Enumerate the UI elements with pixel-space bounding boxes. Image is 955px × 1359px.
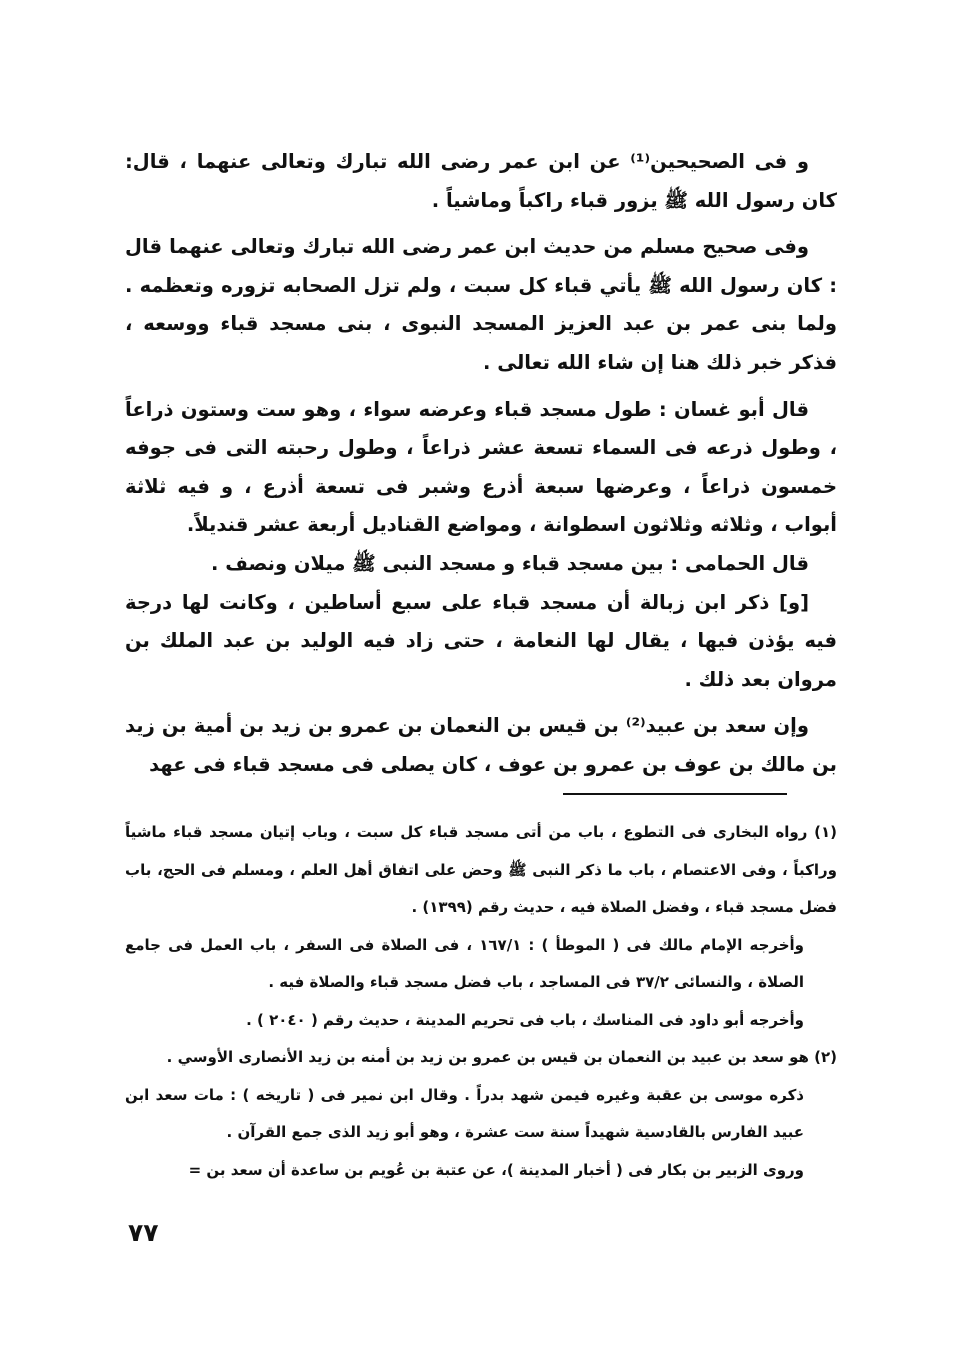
paragraph-5: [و] ذكر ابن زبالة أن مسجد قباء على سبع أساطين ، وكانت لها درجة فيه يؤذن فيها ، يقال لها النعامة ، حتى زاد فيه الوليد بن عبد الملك بن مروان بعد ذلك . [125, 590, 837, 691]
footnote-1: (١) رواه البخارى فى التطوع ، باب من أتى مسجد قباء كل سبت ، وباب إتيان مسجد قباء ماشياً وراكباً ، وفى الاعتصام ، باب ما ذكر النبى ﷺ وحض على اتفاق أهل العلم ، ومسلم فى الحج، باب فضل مسجد قباء ، وفضل الصلاة فيه ، حديث رقم (١٣٩٩) . [125, 823, 837, 916]
paragraph-3: قال أبو غسان : طول مسجد قباء وعرضه سواء ، وهو ست وستون ذراعاً ، وطول ذرعه فى السماء تسعة عشر ذراعاً ، وطول رحبته التى فى جوفه خمسون ذراعاً ، وعرضها سبعة أذرع وشبر فى تسعة أذرع ، و فيه ثلاثة أبواب ، وثلاثه وثلاثون اسطوانة ، ومواضع القناديل أربعة عشر قنديلاً. [125, 397, 837, 537]
footnote-2-zubair: وروى الزبير بن بكار فى ( أخبار المدينة )، عن عتبة بن عُويم بن ساعدة أن سعد بن = [188, 1160, 804, 1179]
footnote-1-malik: وأخرجه الإمام مالك فى ( الموطأ ) : ١٦٧/١ ، فى الصلاة فى السفر ، باب العمل فى جامع الصلاة ، والنسائى ٣٧/٢ فى المساجد ، باب فضل مسجد قباء والصلاة فيه . [125, 935, 804, 991]
paragraph-6: وإن سعد بن عبيد⁽²⁾ بن قيس بن النعمان بن عمرو بن زيد بن أمية بن زيد بن مالك بن عوف بن عمرو بن عوف ، كان يصلى فى مسجد قباء فى عهد [125, 714, 837, 776]
footnote-2-musa: ذكره موسى بن عقبة وغيره فيمن شهد بدراً . وقال ابن نمير فى ( تاريخه ) : مات سعد ابن عبيد الفارس بالقادسية شهيداً سنة ست عشرة ، وهو أبو زيد الذى جمع القرآن . [125, 1085, 804, 1141]
paragraph-2: وفى صحيح مسلم من حديث ابن عمر رضى الله تبارك وتعالى عنهما قال : كان رسول الله ﷺ يأتي قباء كل سبت ، ولم تزل الصحابه تزوره وتعظمه . ولما بنى عمر بن عبد العزيز المسجد النبوى ، بنى مسجد قباء ووسعه ، فذكر خبر ذلك هنا إن شاء الله تعالى . [125, 235, 837, 374]
footnotes [125, 814, 837, 1189]
footnote-1-abu-dawud: وأخرجه أبو داود فى المناسك ، باب فى تحريم المدينة ، حديث رقم ( ٢٠٤٠ ) . [246, 1010, 804, 1029]
page-number: ٧٧ [128, 1218, 159, 1247]
paragraph-4: قال الحمامى : بين مسجد قباء و مسجد النبى ﷺ ميلان ونصف . [211, 551, 809, 575]
footnote-2: (٢) هو سعد بن عبيد بن النعمان بن قيس بن عمرو بن زيد بن أمنه بن زيد الأنصارى الأوسي . [166, 1048, 837, 1066]
paragraph-1: و فى الصحيحين⁽¹⁾ عن ابن عمر رضى الله تبارك وتعالى عنهما ، قال: كان رسول الله ﷺ يزور قباء راكباً وماشياً . [125, 150, 837, 212]
main-text [125, 143, 837, 785]
footnote-separator [563, 793, 787, 795]
